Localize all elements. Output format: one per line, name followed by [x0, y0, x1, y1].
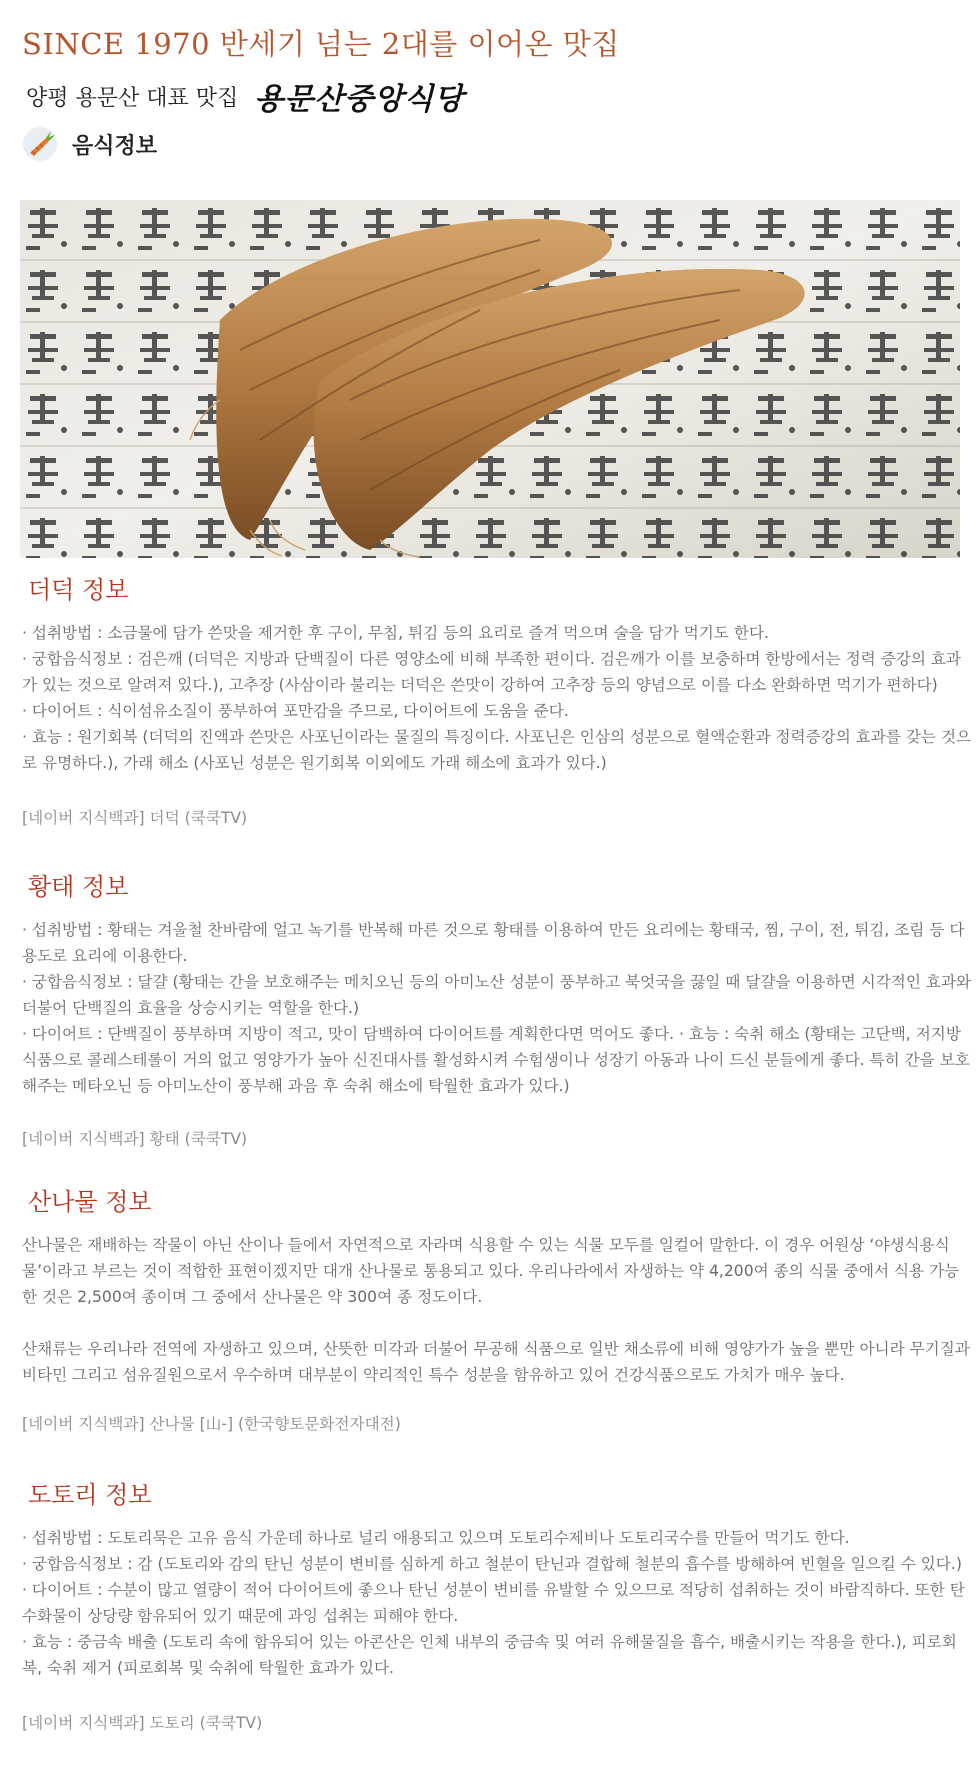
carrot-icon: [22, 126, 58, 162]
paragraph: · 궁합음식정보 : 검은깨 (더덕은 지방과 단백질이 다른 영양소에 비해 부족한 편이다. 검은깨가 이를 보충하며 한방에서는 정력 증강의 효과가 있는 것으로 알려져 있다.), 고추장 (사삼이라 불리는 더덕은 쓴맛이 강하여 고추장 등의 양념으로 이를 다소 완화하면 먹기가 편하다): [22, 650, 961, 694]
paragraph: · 궁합음식정보 : 달걀 (황태는 간을 보호해주는 메치오닌 등의 아미노산 성분이 풍부하고 북엇국을 끓일 때 달걀을 이용하면 시각적인 효과와 더불어 단백질의 효율을 상승시키는 역할을 한다.): [22, 973, 972, 1017]
paragraph: · 궁합음식정보 : 감 (도토리와 감의 탄닌 성분이 변비를 심하게 하고 철분이 탄닌과 결합해 철분의 흡수를 방해하여 빈혈을 일으킬 수 있다.): [22, 1555, 962, 1573]
section-title-sannamul: 산나물 정보: [28, 1188, 152, 1216]
food-info-label: 음식정보: [72, 133, 158, 159]
restaurant-name-logo: 용문산중앙식당: [254, 82, 465, 117]
source-link-deodeok[interactable]: [네이버 지식백과] 더덕 (쿡쿡TV): [22, 809, 248, 827]
paragraph: · 섭취방법 : 황태는 겨울철 찬바람에 얼고 녹기를 반복해 마른 것으로 황태를 이용하여 만든 요리에는 황태국, 찜, 구이, 전, 튀김, 조림 등 다용도로 요리에 이용한다.: [22, 921, 965, 965]
food-info-header: [22, 126, 157, 162]
paragraph: · 섭취방법 : 도토리묵은 고유 음식 가운데 하나로 널리 애용되고 있으며 도토리수제비나 도토리국수를 만들어 먹기도 한다.: [22, 1529, 850, 1547]
paragraph: · 섭취방법 : 소금물에 담가 쓴맛을 제거한 후 구이, 무침, 튀김 등의 요리로 즐겨 먹으며 술을 담가 먹기도 한다.: [22, 624, 769, 642]
paragraph: · 효능 : 중금속 배출 (도토리 속에 함유되어 있는 아콘산은 인체 내부의 중금속 및 여러 유해물질을 흡수, 배출시키는 작용을 한다.), 피로회복, 숙취 제거 (피로회복 및 숙취에 탁월한 효과가 있다.: [22, 1633, 957, 1677]
source-link-sannamul[interactable]: [네이버 지식백과] 산나물 [山-] (한국향토문화전자대전): [22, 1415, 401, 1433]
subtitle-row: [26, 76, 464, 116]
paragraph: · 다이어트 : 단백질이 풍부하며 지방이 적고, 맛이 담백하여 다이어트를 계획한다면 먹어도 좋다. · 효능 : 숙취 해소 (황태는 고단백, 저지방 식품으로 콜레스테롤이 거의 없고 영양가가 높아 신진대사를 활성화시켜 수험생이나 성장기 아동과 나이 드신 분들에게 좋다. 특히 간을 보호해주는 메타오닌 등 아미노산이 풍부해 과음 후 숙취 해소에 탁월한 효과가 있다.): [22, 1025, 970, 1095]
paragraph: · 효능 : 원기회복 (더덕의 진액과 쓴맛은 사포닌이라는 물질의 특징이다. 사포닌은 인삼의 성분으로 혈액순환과 정력증강의 효과를 갖는 것으로 유명하다.), 가래 해소 (사포닌 성분은 원기회복 이외에도 가래 해소에 효과가 있다.): [22, 728, 972, 772]
section-title-deodeok: 더덕 정보: [28, 576, 129, 604]
since-heading: SINCE 1970 반세기 넘는 2대를 이어온 맛집: [22, 27, 620, 61]
section-title-dotori: 도토리 정보: [28, 1481, 152, 1509]
section-body-dotori: [22, 1525, 974, 1681]
source-link-hwangtae[interactable]: [네이버 지식백과] 황태 (쿡쿡TV): [22, 1130, 248, 1148]
section-body-sannamul: [22, 1232, 974, 1388]
paragraph: · 다이어트 : 수분이 많고 열량이 적어 다이어트에 좋으나 탄닌 성분이 변비를 유발할 수 있으므로 적당히 섭취하는 것이 바람직하다. 또한 탄수화물이 상당량 함유되어 있기 때문에 과잉 섭취는 피해야 한다.: [22, 1581, 965, 1625]
subtitle: 양평 용문산 대표 맛집: [26, 85, 239, 111]
section-title-hwangtae: 황태 정보: [28, 873, 129, 901]
section-body-hwangtae: [22, 917, 974, 1099]
paragraph: · 다이어트 : 식이섬유소질이 풍부하여 포만감을 주므로, 다이어트에 도움을 준다.: [22, 702, 569, 720]
paragraph: 산나물은 재배하는 작물이 아닌 산이나 들에서 자연적으로 자라며 식용할 수 있는 식물 모두를 일컬어 말한다. 이 경우 어원상 ‘야생식용식물’이라고 부르는 것이 적합한 표현이겠지만 대개 산나물로 통용되고 있다. 우리나라에서 자생하는 약 4,200여 종의 식물 중에서 식용 가능한 것은 2,500여 종이며 그 중에서 산나물은 약 300여 종 정도이다.: [22, 1236, 960, 1306]
paragraph: 산채류는 우리나라 전역에 자생하고 있으며, 산뜻한 미각과 더불어 무공해 식품으로 일반 채소류에 비해 영양가가 높을 뿐만 아니라 무기질과 비타민 그리고 섬유질원으로서 우수하며 대부분이 약리적인 특수 성분을 함유하고 있어 건강식품으로도 가치가 매우 높다.: [22, 1340, 970, 1384]
ginseng-roots-photo: [20, 200, 960, 558]
section-body-deodeok: [22, 620, 974, 776]
source-link-dotori[interactable]: [네이버 지식백과] 도토리 (쿡쿡TV): [22, 1714, 263, 1732]
